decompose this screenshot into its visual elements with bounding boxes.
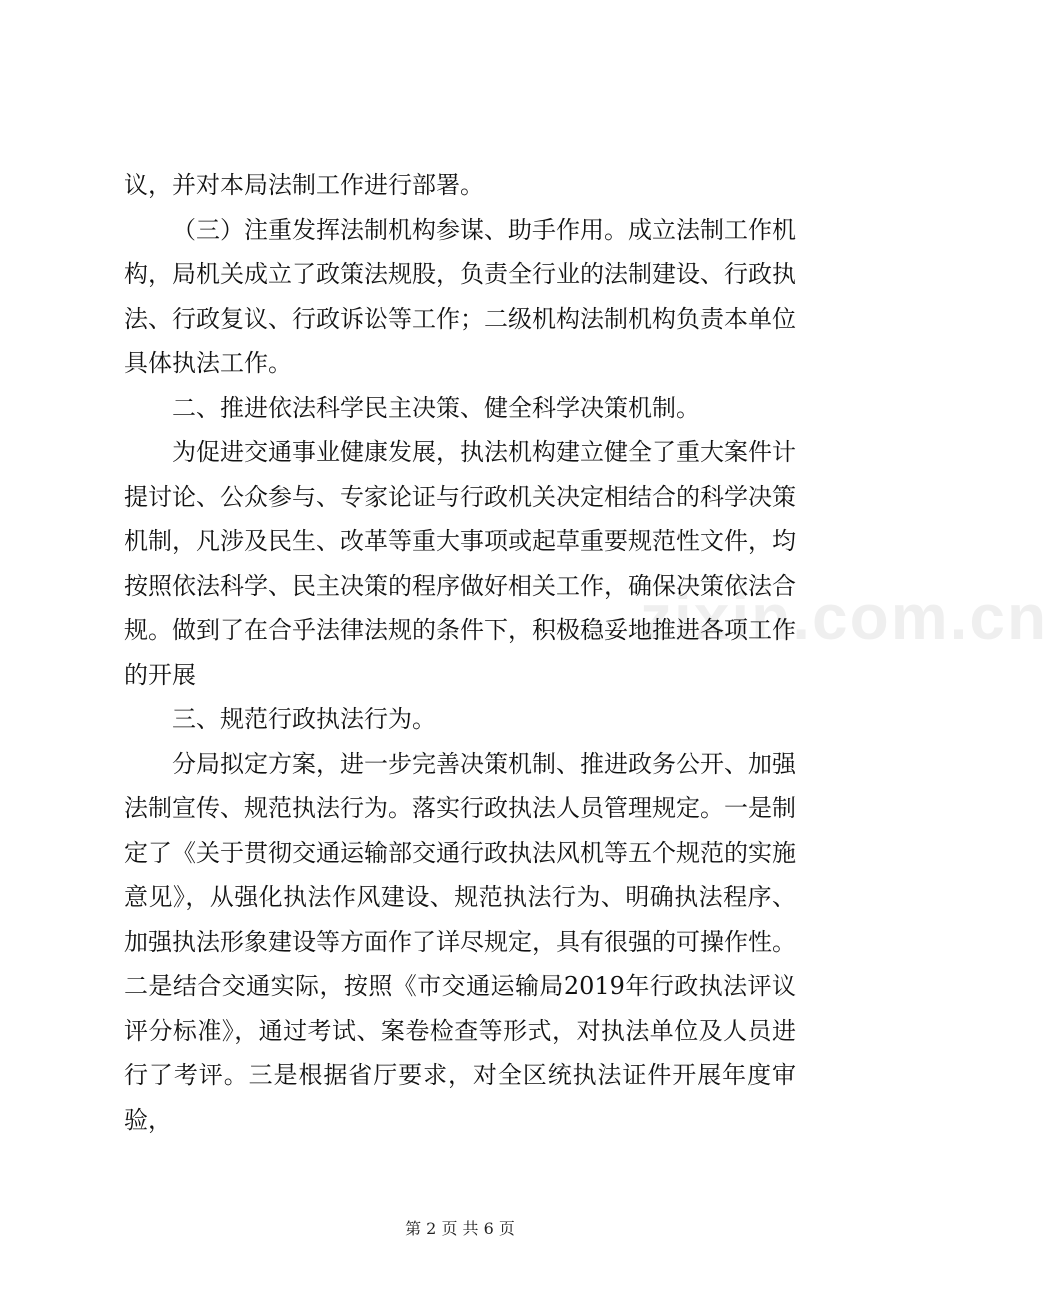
watermark: zixin.com.cn: [640, 581, 1048, 653]
paragraph-law-enforcement: 分局拟定方案，进一步完善决策机制、推进政务公开、加强法制宣传、规范执法行为。落实行政执法人员管理规定。一是制定了《关于贯彻交通运输部交通行政执法风机等五个规范的实施意见》，从强化执法作风建设、规范执法行为、明确执法程序、加强执法形象建设等方面作了详尽规定，具有很强的可操作性。二是结合交通实际，按照《市交通运输局2019年行政执法评议评分标准》，通过考试、案卷检查等形式，对执法单位及人员进行了考评。三是根据省厅要求，对全区统执法证件开展年度审验，: [124, 749, 796, 1134]
paragraph-decision-mechanism: 为促进交通事业健康发展，执法机构建立健全了重大案件计提讨论、公众参与、专家论证与行政机关决定相结合的科学决策机制，凡涉及民生、改革等重大事项或起草重要规范性文件，均按照依法科学、民主决策的程序做好相关工作，确保决策依法合规。做到了在合乎法律法规的条件下，积极稳妥地推进各项工作的开展: [124, 438, 796, 689]
heading-law-enforcement: 三、规范行政执法行为。: [172, 705, 436, 733]
heading-decision-mechanism: 二、推进依法科学民主决策、健全科学决策机制。: [172, 393, 700, 422]
page-footer: 第 2 页 共 6 页: [405, 1219, 515, 1238]
paragraph-section-3: （三）注重发挥法制机构参谋、助手作用。成立法制工作机构，局机关成立了政策法规股，负责全行业的法制建设、行政执法、行政复议、行政诉讼等工作；二级机构法制机构负责本单位具体执法工作。: [124, 215, 796, 377]
paragraph-continuation: 议，并对本局法制工作进行部署。: [124, 171, 484, 199]
